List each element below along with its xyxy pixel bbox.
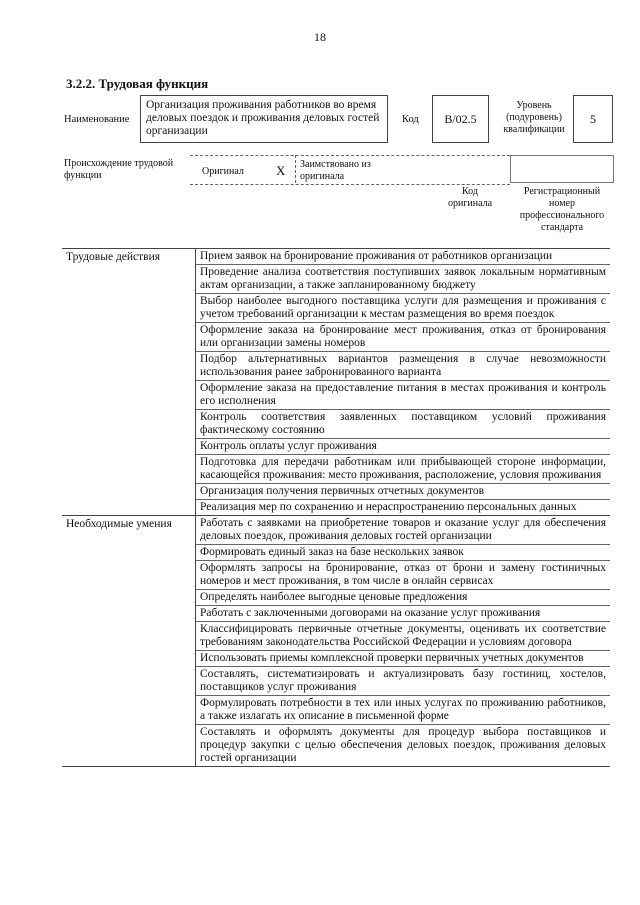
list-item: Формулировать потребности в тех или иных услугах по проживанию работников, а также излагать их описание в письменной форме [196, 696, 610, 725]
list-item: Оформлять запросы на бронирование, отказ от брони и замену гостиничных номеров и мест проживания, в том числе в онлайн сервисах [196, 561, 610, 590]
list-item: Прием заявок на бронирование проживания от работников организации [196, 249, 610, 265]
group-labor-actions [62, 249, 610, 515]
list-item: Подбор альтернативных вариантов размещения в случае невозможности использования ранее забронированного варианта [196, 352, 610, 381]
list-item: Работать с заключенными договорами на оказание услуг проживания [196, 606, 610, 622]
list-item: Выбор наиболее выгодного поставщика услуги для размещения и проживания с учетом требований организации к местам размещения во время поездок [196, 294, 610, 323]
list-item: Оформление заказа на бронирование мест проживания, отказ от бронирования или организации замены номеров [196, 323, 610, 352]
code-value-box: B/02.5 [432, 95, 489, 143]
category-label: Необходимые умения [62, 516, 196, 766]
list-item: Проведение анализа соответствия поступивших заявок локальным нормативным актам организации, а также запланированному бюджету [196, 265, 610, 294]
list-item: Классифицировать первичные отчетные документы, оценивать их соответствие требованиям законодательства Российской Федерации и условиям договора [196, 622, 610, 651]
list-item: Организация получения первичных отчетных документов [196, 484, 610, 500]
level-label: Уровень (подуровень) квалификации [503, 100, 565, 135]
origin-label: Происхождение трудовой функции [64, 158, 174, 181]
reg-number-label: Регистрационный номер профессионального стандарта [519, 186, 605, 233]
level-value-box: 5 [573, 95, 613, 143]
functions-table [62, 248, 610, 767]
list-item: Составлять, систематизировать и актуализировать базу гостиниц, хостелов, поставщиков услуг проживания [196, 667, 610, 696]
list-item: Работать с заявками на приобретение товаров и оказание услуг для обеспечения деловых поездок, проживания деловых гостей организации [196, 516, 610, 545]
origin-divider [295, 155, 296, 183]
list-item: Реализация мер по сохранению и нераспространению персональных данных [200, 501, 577, 513]
list-item: Составлять и оформлять документы для процедур выбора поставщиков и процедур закупки с целью обеспечения деловых поездок, проживания деловых гостей организации [200, 726, 606, 764]
reg-number-box [510, 155, 614, 183]
name-label: Наименование [64, 114, 130, 125]
code-label: Код [402, 114, 419, 125]
list-item: Формировать единый заказ на базе нескольких заявок [196, 545, 610, 561]
code-original-label: Код оригинала [447, 186, 493, 209]
section-title: 3.2.2. Трудовая функция [66, 76, 209, 91]
original-mark: X [276, 163, 286, 178]
list-item: Контроль оплаты услуг проживания [196, 439, 610, 455]
list-item: Определять наиболее выгодные ценовые предложения [196, 590, 610, 606]
list-item: Оформление заказа на предоставление питания в местах проживания и контроль его исполнения [196, 381, 610, 410]
list-item: Использовать приемы комплексной проверки первичных учетных документов [196, 651, 610, 667]
original-label: Оригинал [202, 166, 244, 177]
list-item: Подготовка для передачи работникам или прибывающей стороне информации, касающейся проживания: место проживания, расположение, условия проживания [196, 455, 610, 484]
borrowed-label: Заимствовано из оригинала [300, 159, 371, 182]
function-name-box: Организация проживания работников во время деловых поездок и проживания деловых гостей организации [140, 95, 388, 143]
category-label: Трудовые действия [62, 249, 196, 515]
group-required-skills [62, 515, 610, 766]
list-item: Контроль соответствия заявленных поставщиком условий проживания фактическому состоянию [196, 410, 610, 439]
page-number: 18 [314, 30, 326, 44]
